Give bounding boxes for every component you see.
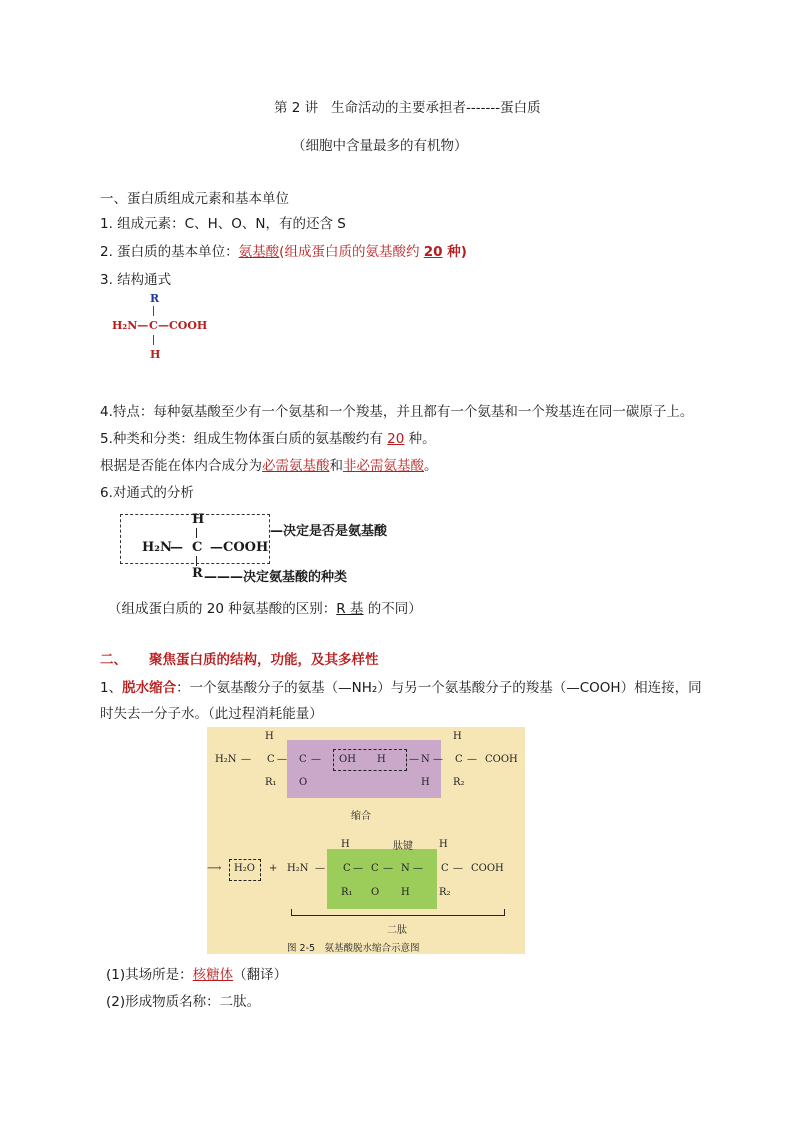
dehydration-definition-cont: 时失去一分子水。（此过程消耗能量） [100,706,323,722]
fig-r1: R₁ [265,777,277,788]
bond-line [196,556,197,566]
item-classification: 根据是否能在体内合成分为必需氨基酸和非必需氨基酸。 [100,458,438,474]
fig-bond: — [467,754,477,765]
fig-c: C [299,754,307,765]
bond-line [196,528,197,538]
page-title [274,96,541,116]
fig-h: H [453,731,462,742]
fig-bond: — [433,754,443,765]
answer-amino-acid: 氨基酸 [238,244,280,260]
fig-oh: OH [339,754,356,765]
fig-n: N [421,754,430,765]
lecture-number: 第 2 讲 [274,100,319,116]
fig-c: C [343,863,351,874]
answer-ribosome: 核糖体 [192,967,234,983]
label-condense: 缩合 [351,811,371,822]
formula2-h: H [192,512,205,527]
fig-r2: R₂ [439,887,451,898]
green-highlight [327,849,437,909]
fig-h: H [265,731,274,742]
fig-bond: — [315,863,325,874]
answer-essential: 必需氨基酸 [262,458,330,474]
plus-icon: + [269,863,278,874]
formula2-amino: H₂N [142,540,172,555]
fig-h: H [377,754,386,765]
section1-heading: 一、蛋白质组成元素和基本单位 [100,191,289,207]
fig-bond: — [241,754,251,765]
formula-carbon: C [149,319,158,332]
formula2-carboxyl: —COOH [210,540,269,555]
formula2-carbon: C [192,540,203,555]
term-dehydration: 脱水缩合 [122,680,177,696]
bond-line [153,335,154,345]
item-basic-unit: 2. 蛋白质的基本单位：氨基酸(组成蛋白质的氨基酸约 20 种) [100,244,467,260]
fig-amino-2: H₂N [287,863,309,874]
fig-bond: — [277,754,287,765]
formula-analysis [118,510,438,586]
answer-nonessential: 非必需氨基酸 [343,458,424,474]
page-subtitle: （细胞中含量最多的有机物） [292,138,468,154]
item-elements: 1. 组成元素：C、H、O、N，有的还含 S [100,216,346,232]
fig-c: C [267,754,275,765]
label-peptide-bond: 肽键 [393,841,413,852]
fig-carboxyl: COOH [485,754,518,765]
arrow-icon: ⟶ [207,863,222,874]
fig-h: H [341,839,350,850]
lecture-title: 生命活动的主要承担者-------蛋白质 [331,100,541,116]
fig-r1: R₁ [341,887,353,898]
note-r-group: （组成蛋白质的 20 种氨基酸的区别：R 基 的不同） [108,601,422,617]
item-features: 4.特点：每种氨基酸至少有一个氨基和一个羧基，并且都有一个氨基和一个羧基连在同一碳原子上。 [100,404,694,420]
dehydration-figure [207,727,525,954]
fig-c: C [455,754,463,765]
fig-bond: — [311,754,321,765]
item-types: 5.种类和分类：组成生物体蛋白质的氨基酸约有 20 种。 [100,431,436,447]
fig-bond: — [413,863,423,874]
section2-heading: 二、 聚焦蛋白质的结构，功能，及其多样性 [100,652,379,668]
item-analysis: 6.对通式的分析 [100,485,194,501]
note-is-amino-acid: —决定是否是氨基酸 [270,524,388,539]
figure-caption: 图 2-5 氨基酸脱水缩合示意图 [287,943,420,954]
dipeptide-bracket [291,909,505,916]
fig-bond: — [383,863,393,874]
fig-r2: R₂ [453,777,465,788]
formula-r-group: R [150,292,160,305]
item-site: (1)其场所是：核糖体（翻译） [106,967,288,983]
formula2-bond: — [170,540,183,555]
fig-water: H₂O [234,863,255,874]
fig-bond: — [353,863,363,874]
fig-c: C [371,863,379,874]
dehydration-definition: 1、脱水缩合：一个氨基酸分子的氨基（—NH₂）与另一个氨基酸分子的羧基（—COOH）相连接，同 [100,680,702,696]
fig-bond: — [453,863,463,874]
fig-o: O [299,777,308,788]
fig-amino-1: H₂N [215,754,237,765]
formula2-r: R [192,566,203,581]
bond-line [153,306,154,316]
formula-hydrogen: H [150,348,161,361]
fig-n: N [401,863,410,874]
fig-h: H [421,777,430,788]
label-dipeptide: 二肽 [387,925,407,936]
formula-amino: H₂N— [112,319,149,332]
fig-o: O [371,887,380,898]
item-structure-formula: 3. 结构通式 [100,272,172,288]
fig-carboxyl: COOH [471,863,504,874]
item-product: (2)形成物质名称：二肽。 [106,994,261,1010]
fig-h: H [439,839,448,850]
formula-carboxyl: —COOH [158,319,208,332]
fig-c: C [441,863,449,874]
fig-bond: — [409,754,419,765]
fig-h: H [401,887,410,898]
general-formula [112,292,222,362]
note-amino-acid-type: ———决定氨基酸的种类 [204,570,348,585]
